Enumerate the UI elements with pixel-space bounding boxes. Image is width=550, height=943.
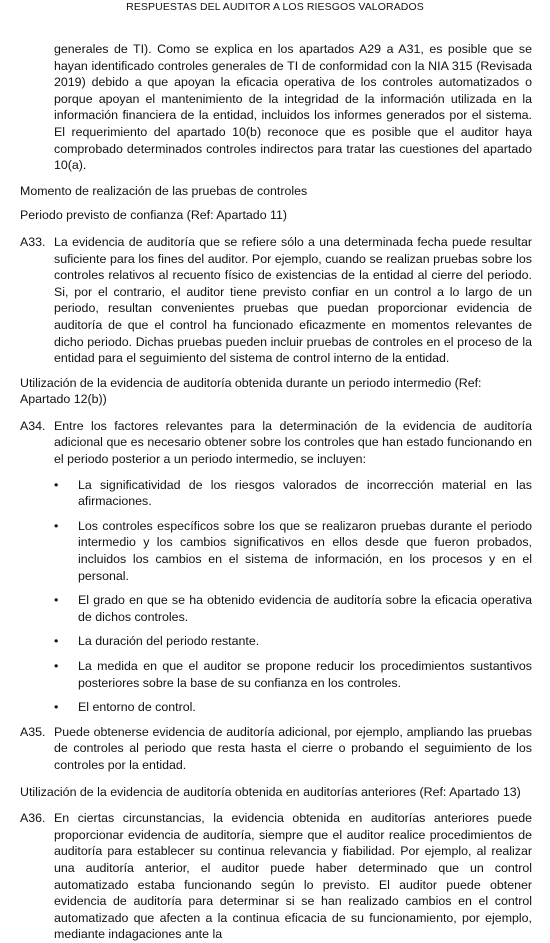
paragraph-a34 (20, 418, 532, 468)
paragraph-text: La evidencia de auditoría que se refiere sólo a una determinada fecha puede resultar suficiente para los fines del auditor. Por ejemplo, cuando se realizan pruebas sobre los controles relativos al recuento físico de existencias de la entidad al cierre del periodo. Si, por el contrario, el auditor tiene previsto confiar en un control a lo largo de un periodo, resultan convenientes pruebas que puedan proporcionar evidencia de auditoría de que el control ha funcionado eficazmente en momentos relevantes de dicho periodo. Dichas pruebas pueden incluir pruebas de controles en el proceso de la entidad para el seguimiento del sistema de control interno de la entidad. (54, 234, 532, 366)
list-item: • La significatividad de los riesgos valorados de incorrección material en las afirmaciones. (54, 477, 532, 509)
bullet-icon: • (54, 518, 59, 533)
paragraph-text: Entre los factores relevantes para la determinación de la evidencia de auditoría adicional que es necesario obtener sobre los controles que han estado funcionando en el periodo posterior a un periodo intermedio, se incluyen: (54, 418, 532, 467)
paragraph-number: A36. (20, 811, 46, 826)
bullet-icon: • (54, 659, 59, 673)
paragraph-a36 (20, 810, 532, 943)
list-item: • El grado en que se ha obtenido evidencia de auditoría sobre la eficacia operativa de dichos controles. (54, 593, 532, 624)
section-heading: Momento de realización de las pruebas de controles (20, 183, 308, 198)
paragraph-number: A35. (20, 724, 46, 739)
paragraph-a35 (20, 724, 532, 774)
list-item: • La duración del periodo restante. (54, 634, 260, 649)
bullet-icon: • (54, 593, 59, 608)
paragraph-number: A34. (20, 418, 46, 433)
bullet-icon: • (54, 700, 59, 715)
paragraph-text: Puede obtenerse evidencia de auditoría adicional, por ejemplo, ampliando las pruebas de controles al periodo que resta hasta el cierre o probando el seguimiento de los controles por la entidad. (54, 724, 532, 772)
bullet-icon: • (54, 634, 59, 649)
paragraph-text: En ciertas circunstancias, la evidencia obtenida en auditorías anteriores puede proporcionar evidencia de auditoría, siempre que el auditor realice procedimientos de auditoría para establecer su continua relevancia y fiabilidad. Por ejemplo, al realizar una auditoría anterior, el auditor puede haber determinado que un control automatizado estaba funcionando según lo previsto. El auditor puede obtener evidencia de auditoría para determinar si se han realizado cambios en el control automatizado que afecten a la continua eficacia de su funcionamiento, por ejemplo, mediante indagaciones ante la (54, 811, 532, 942)
factor-list (54, 477, 532, 716)
list-item: • Los controles específicos sobre los que se realizaron pruebas durante el periodo intermedio y los cambios significativos en ellos desde que fueron probados, incluidos los cambios en el sistema de información, en los procesos y en el personal. (54, 518, 532, 583)
list-item: • El entorno de control. (54, 700, 196, 715)
paragraph-number: A33. (20, 234, 46, 249)
subsection-heading: Periodo previsto de confianza (Ref: Apartado 11) (20, 208, 288, 223)
subsection-heading: Utilización de la evidencia de auditoría obtenida en auditorías anteriores (Ref: Apartado 13) (20, 784, 521, 799)
list-item: • La medida en que el auditor se propone reducir los procedimientos sustantivos posteriores sobre la base de su confianza en los controles. (54, 659, 532, 690)
continued-paragraph: generales de TI). Como se explica en los apartados A29 a A31, es posible que se hayan identificado controles generales de TI de conformidad con la NIA 315 (Revisada 2019) debido a que apoyan la eficacia operativa de los controles automatizados o porque apoyan el mantenimiento de la integridad de la información utilizada en la información financiera de la entidad, incluidos los informes generados por el sistema. El requerimiento del apartado 10(b) reconoce que es posible que el auditor haya comprobado determinados controles indirectos para tratar las cuestiones del apartado 10(a). (54, 42, 532, 173)
subsection-heading: Utilización de la evidencia de auditoría obtenida durante un periodo intermedio (Ref: Apartado 12(b)) (20, 375, 482, 407)
paragraph-a33 (20, 234, 532, 367)
bullet-icon: • (54, 477, 59, 492)
document-body (20, 41, 532, 943)
running-header: RESPUESTAS DEL AUDITOR A LOS RIESGOS VALORADOS (126, 1, 424, 13)
